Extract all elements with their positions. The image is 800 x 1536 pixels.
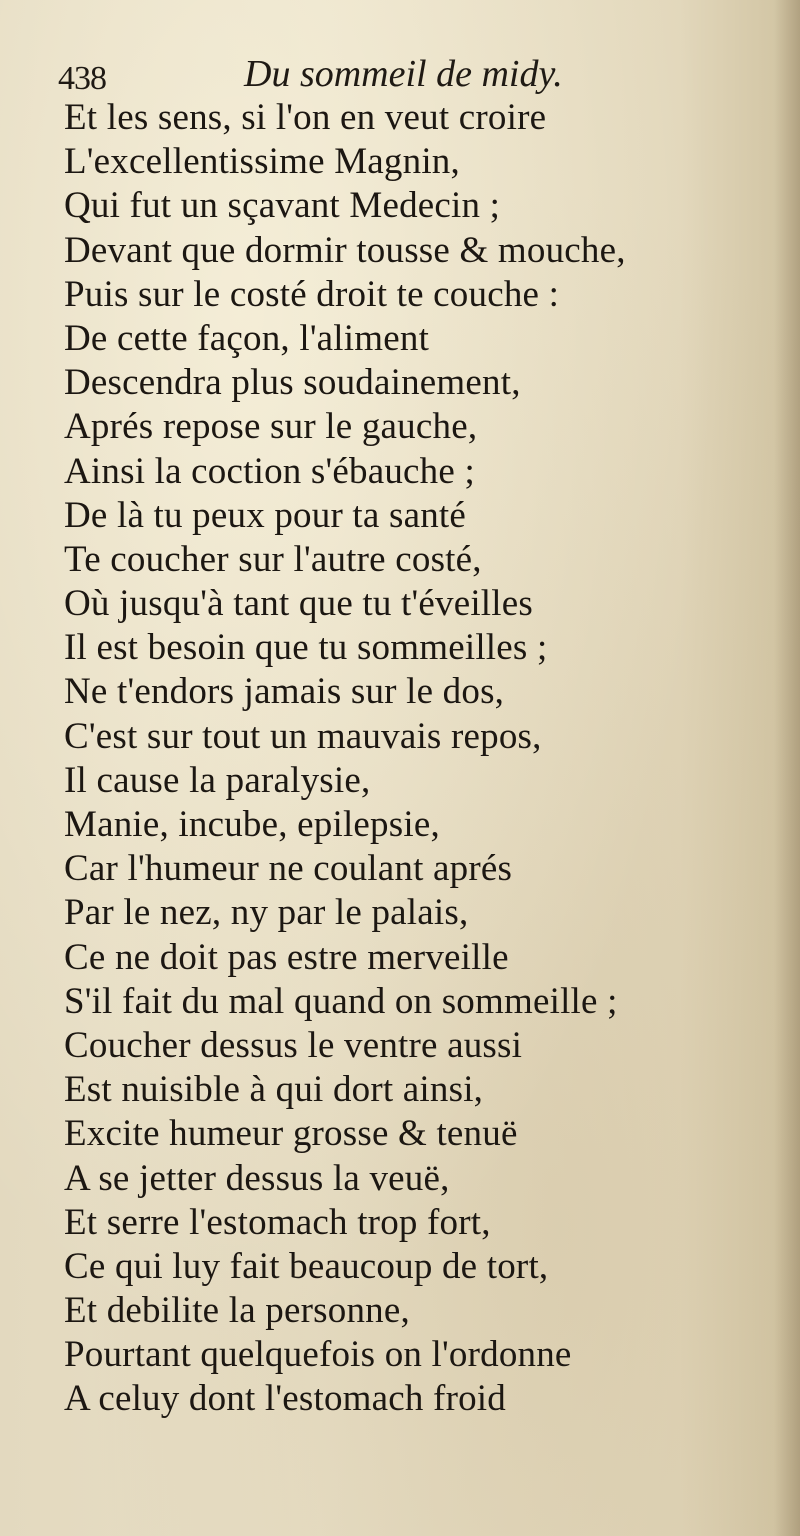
verse-line: A celuy dont l'estomach froid	[64, 1378, 506, 1420]
verse-line: De là tu peux pour ta santé	[64, 494, 466, 536]
verse-line: S'il fait du mal quand on sommeille ;	[64, 980, 618, 1022]
verse-line: Il est besoin que tu sommeilles ;	[64, 627, 548, 669]
verse-line: L'excellentissime Magnin,	[64, 141, 460, 183]
page-header	[58, 52, 698, 102]
running-title: Du sommeil de midy.	[244, 53, 563, 95]
verse-line: Et debilite la personne,	[64, 1290, 410, 1332]
verse-line: A se jetter dessus la veuë,	[64, 1157, 450, 1199]
verse-line: Excite humeur grosse & tenuë	[64, 1113, 518, 1155]
verse-line: C'est sur tout un mauvais repos,	[64, 715, 542, 757]
verse-line: Ne t'endors jamais sur le dos,	[64, 671, 505, 713]
verse-text	[64, 96, 724, 1422]
verse-line: Manie, incube, epilepsie,	[64, 804, 440, 845]
verse-line: Et les sens, si l'on en veut croire	[64, 97, 547, 138]
verse-line: Il cause la paralysie,	[64, 759, 371, 801]
verse-line: Et serre l'estomach trop fort,	[64, 1201, 491, 1243]
verse-line: Car l'humeur ne coulant aprés	[64, 848, 513, 890]
verse-line: Est nuisible à qui dort ainsi,	[64, 1069, 484, 1111]
verse-line: Ainsi la coction s'ébauche ;	[64, 450, 475, 492]
verse-line: Puis sur le costé droit te couche :	[64, 273, 560, 315]
verse-line: Aprés repose sur le gauche,	[64, 406, 478, 448]
verse-line: Par le nez, ny par le palais,	[64, 892, 469, 934]
verse-line: Ce ne doit pas estre merveille	[64, 936, 509, 978]
page-edge-shadow	[774, 0, 800, 1536]
verse-line: Où jusqu'à tant que tu t'éveilles	[64, 583, 533, 625]
verse-line: Coucher dessus le ventre aussi	[64, 1024, 523, 1066]
verse-line: De cette façon, l'aliment	[64, 317, 430, 359]
verse-line: Qui fut un sçavant Medecin ;	[64, 185, 501, 227]
verse-line: Ce qui luy fait beaucoup de tort,	[64, 1245, 549, 1287]
verse-line: Descendra plus soudainement,	[64, 362, 521, 404]
page-number: 438	[58, 60, 106, 97]
verse-line: Devant que dormir tousse & mouche,	[64, 229, 626, 271]
verse-line: Pourtant quelquefois on l'ordonne	[64, 1334, 572, 1376]
verse-line: Te coucher sur l'autre costé,	[64, 538, 482, 580]
